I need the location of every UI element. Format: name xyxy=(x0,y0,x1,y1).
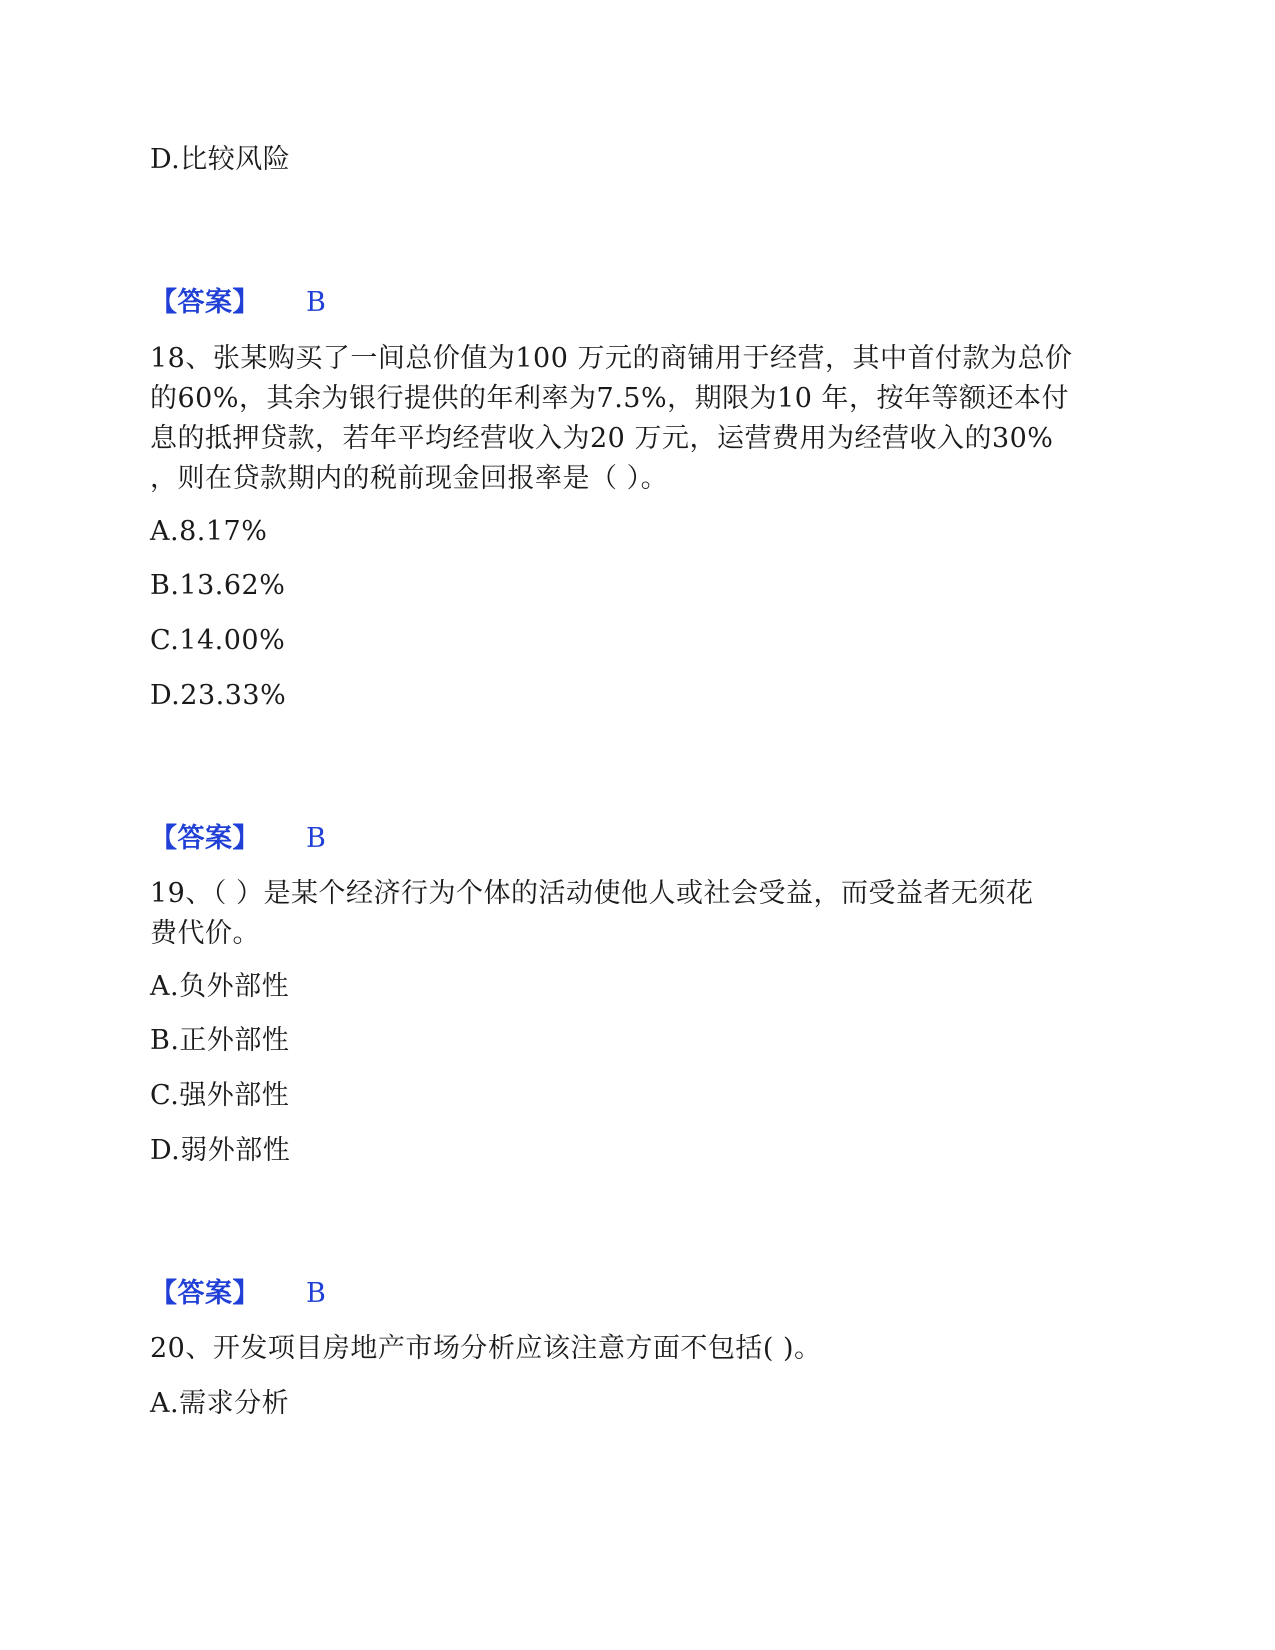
question-20-option-a: A.需求分析 xyxy=(150,1388,290,1419)
stem-line: 19、（ ）是某个经济行为个体的活动使他人或社会受益，而受益者无须花 xyxy=(150,878,1034,909)
stem-line: 息的抵押贷款，若年平均经营收入为20 万元，运营费用为经营收入的30% xyxy=(150,423,1054,454)
stem-line: 20、开发项目房地产市场分析应该注意方面不包括( )。 xyxy=(150,1333,822,1364)
stem-line: 的60%，其余为银行提供的年利率为7.5%，期限为10 年，按年等额还本付 xyxy=(150,383,1070,414)
question-19-stem xyxy=(150,874,1130,954)
answer-value: B xyxy=(306,823,327,854)
question-19-option-c: C.强外部性 xyxy=(150,1080,290,1111)
answer-row-17 xyxy=(150,283,326,323)
answer-label: 【答案】 xyxy=(150,823,260,854)
question-18-stem xyxy=(150,339,1130,499)
answer-row-19 xyxy=(150,1274,326,1314)
answer-value: B xyxy=(306,287,327,318)
question-18-option-c: C.14.00% xyxy=(150,625,286,656)
answer-row-18 xyxy=(150,819,326,859)
stem-line: ，则在贷款期内的税前现金回报率是（ ）。 xyxy=(150,463,669,494)
answer-label: 【答案】 xyxy=(150,287,260,318)
stem-line: 费代价。 xyxy=(150,918,260,949)
question-20-stem xyxy=(150,1329,1130,1369)
question-19-option-b: B.正外部性 xyxy=(150,1025,290,1056)
question-19-option-a: A.负外部性 xyxy=(150,971,290,1002)
question-19-option-d: D.弱外部性 xyxy=(150,1135,291,1166)
option-d-prev: D.比较风险 xyxy=(150,144,291,175)
answer-label: 【答案】 xyxy=(150,1278,260,1309)
answer-value: B xyxy=(306,1278,327,1309)
question-18-option-b: B.13.62% xyxy=(150,570,286,601)
stem-line: 18、张某购买了一间总价值为100 万元的商铺用于经营，其中首付款为总价 xyxy=(150,343,1073,374)
question-18-option-d: D.23.33% xyxy=(150,680,287,711)
question-18-option-a: A.8.17% xyxy=(150,516,268,547)
